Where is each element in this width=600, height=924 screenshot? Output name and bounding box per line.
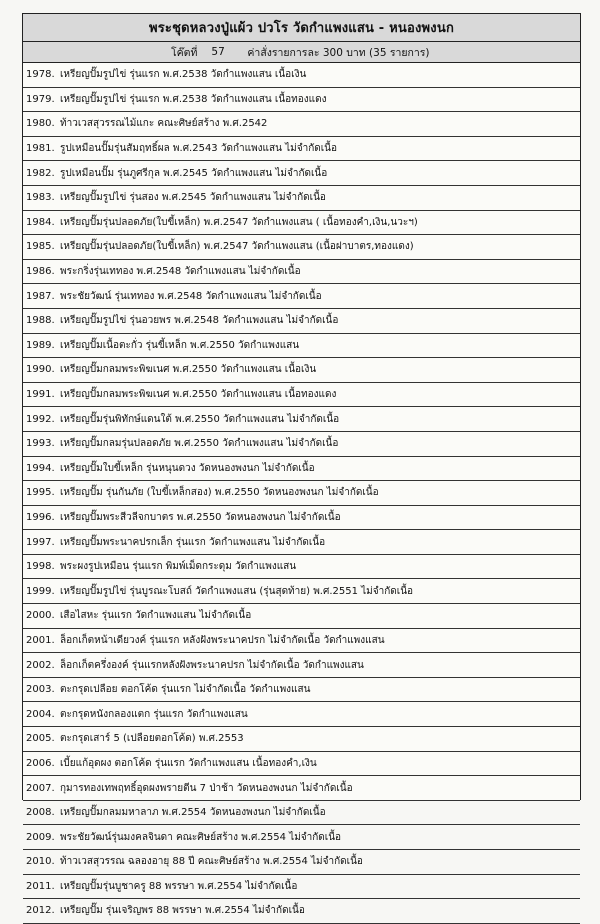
item-description: รูปเหมือนปั๊มรุ่นสัมฤทธิ์ผล พ.ศ.2543 วัดกำแพงแสน ไม่จำกัดเนื้อ bbox=[60, 143, 338, 155]
item-number: 2002. bbox=[26, 659, 55, 671]
table-row bbox=[23, 850, 580, 875]
table-title-row bbox=[23, 14, 580, 42]
item-number: 1991. bbox=[26, 389, 55, 401]
item-description: เหรียญปั๊มรูปไข่ รุ่นแรก พ.ศ.2538 วัดกำแพงแสน เนื้อทองแดง bbox=[60, 93, 327, 105]
item-number: 2003. bbox=[26, 684, 55, 696]
code-label: โค๊ตที่ bbox=[171, 46, 198, 59]
item-description: เหรียญปั๊มพระสีวลีจกบาตร พ.ศ.2550 วัดหนองพงนก ไม่จำกัดเนื้อ bbox=[60, 511, 341, 523]
item-description: เหรียญปั๊มรุ่นปลอดภัย(ใบขี้เหล็ก) พ.ศ.2547 วัดกำแพงแสน ( เนื้อทองคำ,เงิน,นวะฯ) bbox=[60, 216, 418, 228]
table-row bbox=[23, 137, 580, 162]
item-number: 1980. bbox=[26, 118, 55, 130]
item-number: 1986. bbox=[26, 266, 55, 278]
item-number: 1982. bbox=[26, 167, 55, 179]
table-row bbox=[23, 678, 580, 703]
item-number: 1983. bbox=[26, 192, 55, 204]
table-row bbox=[23, 161, 580, 186]
table-row bbox=[23, 358, 580, 383]
table-row bbox=[23, 530, 580, 555]
table-row bbox=[23, 555, 580, 580]
item-description: เหรียญปั๊มพระนาคปรกเล็ก รุ่นแรก วัดกำแพงแสน ไม่จำกัดเนื้อ bbox=[60, 536, 326, 548]
item-description: เหรียญปั๊มรูปไข่ รุ่นบูรณะโบสถ์ วัดกำแพงแสน (รุ่นสุดท้าย) พ.ศ.2551 ไม่จำกัดเนื้อ bbox=[60, 585, 414, 597]
table-row bbox=[23, 383, 580, 408]
table-row bbox=[23, 702, 580, 727]
item-description: ล็อกเก็ตหน้าเดียวงค์ รุ่นแรก หลังฝังพระนาคปรก ไม่จำกัดเนื้อ วัดกำแพงแสน bbox=[60, 634, 385, 646]
table-row bbox=[23, 432, 580, 457]
item-number: 1996. bbox=[26, 511, 55, 523]
item-description: เหรียญปั๊มรูปไข่ รุ่นสอง พ.ศ.2545 วัดกำแพงแสน ไม่จำกัดเนื้อ bbox=[60, 192, 326, 204]
table-row bbox=[23, 309, 580, 334]
item-description: เหรียญปั๊มใบขี้เหล็ก รุ่นหนุนดวง วัดหนองพงนก ไม่จำกัดเนื้อ bbox=[60, 462, 315, 474]
table-row bbox=[23, 579, 580, 604]
item-number: 2007. bbox=[26, 782, 55, 794]
item-description: พระชัยวัฒน์รุ่นมงคลจินดา คณะศิษย์สร้าง พ.ศ.2554 ไม่จำกัดเนื้อ bbox=[60, 831, 342, 843]
item-number: 1992. bbox=[26, 413, 55, 425]
table-row bbox=[23, 899, 580, 924]
item-number: 2010. bbox=[26, 856, 55, 868]
table-row bbox=[23, 260, 580, 285]
table-row bbox=[23, 235, 580, 260]
price-text: ค่าสั่งรายการละ 300 บาท (35 รายการ) bbox=[247, 46, 430, 59]
code-number: 57 bbox=[211, 46, 225, 58]
item-number: 2006. bbox=[26, 757, 55, 769]
item-description: เหรียญปั๊มรุ่นพิทักษ์แดนใต้ พ.ศ.2550 วัดกำแพงแสน ไม่จำกัดเนื้อ bbox=[60, 413, 340, 425]
table-row bbox=[23, 727, 580, 752]
item-number: 1978. bbox=[26, 69, 55, 81]
item-description: เหรียญปั๊ม รุ่นกันภัย (ใบขี้เหล็กสอง) พ.ศ.2550 วัดหนองพงนก ไม่จำกัดเนื้อ bbox=[60, 487, 379, 499]
table-row bbox=[23, 63, 580, 88]
item-description: เหรียญปั๊มเนื้อตะกั่ว รุ่นขี้เหล็ก พ.ศ.2550 วัดกำแพงแสน bbox=[60, 339, 300, 351]
item-description: เหรียญปั๊มกลมรุ่นปลอดภัย พ.ศ.2550 วัดกำแพงแสน ไม่จำกัดเนื้อ bbox=[60, 438, 339, 450]
item-description: ท้าวเวสสุวรรณไม้แกะ คณะศิษย์สร้าง พ.ศ.2542 bbox=[60, 118, 268, 130]
item-description: เหรียญปั๊มรุ่นบูชาครู 88 พรรษา พ.ศ.2554 ไม่จำกัดเนื้อ bbox=[60, 880, 298, 892]
table-row bbox=[23, 629, 580, 654]
table-row bbox=[23, 825, 580, 850]
item-number: 2009. bbox=[26, 831, 55, 843]
item-number: 2011. bbox=[26, 880, 55, 892]
item-number: 1994. bbox=[26, 462, 55, 474]
item-description: เหรียญปั๊มกลมมหาลาภ พ.ศ.2554 วัดหนองพงนก ไม่จำกัดเนื้อ bbox=[60, 807, 326, 819]
table-title: พระชุดหลวงปู่แผ้ว ปวโร วัดกำแพงแสน - หนองพงนก bbox=[148, 21, 455, 36]
item-number: 2008. bbox=[26, 807, 55, 819]
item-number: 1987. bbox=[26, 290, 55, 302]
item-description: รูปเหมือนปั๊ม รุ่นภูศรีกุล พ.ศ.2545 วัดกำแพงแสน ไม่จำกัดเนื้อ bbox=[60, 167, 328, 179]
item-description: ตะกรุดหนังกลองแตก รุ่นแรก วัดกำแพงแสน bbox=[60, 708, 248, 720]
code-price-row bbox=[23, 42, 580, 63]
table-row bbox=[23, 653, 580, 678]
item-description: เบี้ยแก้อุดผง ตอกโค้ด รุ่นแรก วัดกำแพงแสน เนื้อทองคำ,เงิน bbox=[60, 757, 317, 769]
item-number: 1990. bbox=[26, 364, 55, 376]
item-number: 2004. bbox=[26, 708, 55, 720]
item-description: กุมารทองเทพฤทธิ์อุดผงพรายตีน 7 ป่าช้า วัดหนองพงนก ไม่จำกัดเนื้อ bbox=[60, 782, 353, 794]
item-number: 1999. bbox=[26, 585, 55, 597]
table-row bbox=[23, 506, 580, 531]
table-row bbox=[23, 776, 580, 801]
item-number: 1981. bbox=[26, 143, 55, 155]
table-row bbox=[23, 875, 580, 900]
item-number: 1993. bbox=[26, 438, 55, 450]
table-row bbox=[23, 457, 580, 482]
table-row bbox=[23, 112, 580, 137]
item-number: 1995. bbox=[26, 487, 55, 499]
item-number: 2001. bbox=[26, 634, 55, 646]
item-number: 1989. bbox=[26, 339, 55, 351]
item-rows bbox=[23, 63, 580, 924]
item-description: พระผงรูปเหมือน รุ่นแรก พิมพ์เม็ดกระดุม วัดกำแพงแสน bbox=[60, 561, 297, 573]
table-row bbox=[23, 407, 580, 432]
item-description: ท้าวเวสสุวรรณ ฉลองอายุ 88 ปี คณะศิษย์สร้าง พ.ศ.2554 ไม่จำกัดเนื้อ bbox=[60, 856, 363, 868]
item-description: ตะกรุดเปลือย ตอกโค้ด รุ่นแรก ไม่จำกัดเนื้อ วัดกำแพงแสน bbox=[60, 684, 311, 696]
table-row bbox=[23, 801, 580, 826]
item-description: ล็อกเก็ตครึ่งองค์ รุ่นแรกหลังฝังพระนาคปรก ไม่จำกัดเนื้อ วัดกำแพงแสน bbox=[60, 659, 364, 671]
table-row bbox=[23, 481, 580, 506]
item-number: 2012. bbox=[26, 905, 55, 917]
item-number: 1988. bbox=[26, 315, 55, 327]
item-description: ตะกรุดเสาร์ 5 (เปลือยตอกโค้ด) พ.ศ.2553 bbox=[60, 733, 244, 745]
item-description: พระกริ่งรุ่นเททอง พ.ศ.2548 วัดกำแพงแสน ไม่จำกัดเนื้อ bbox=[60, 266, 301, 278]
item-description: เหรียญปั๊มรูปไข่ รุ่นอวยพร พ.ศ.2548 วัดกำแพงแสน ไม่จำกัดเนื้อ bbox=[60, 315, 339, 327]
item-description: เหรียญปั๊มรูปไข่ รุ่นแรก พ.ศ.2538 วัดกำแพงแสน เนื้อเงิน bbox=[60, 69, 307, 81]
table-row bbox=[23, 604, 580, 629]
table-row bbox=[23, 211, 580, 236]
table-row bbox=[23, 284, 580, 309]
item-description: พระชัยวัฒน์ รุ่นเททอง พ.ศ.2548 วัดกำแพงแสน ไม่จำกัดเนื้อ bbox=[60, 290, 322, 302]
item-number: 1979. bbox=[26, 93, 55, 105]
item-number: 2005. bbox=[26, 733, 55, 745]
item-number: 1998. bbox=[26, 561, 55, 573]
item-description: เหรียญปั๊ม รุ่นเจริญพร 88 พรรษา พ.ศ.2554 ไม่จำกัดเนื้อ bbox=[60, 905, 305, 917]
item-description: เหรียญปั๊มกลมพระพิฆเนศ พ.ศ.2550 วัดกำแพงแสน เนื้อทองแดง bbox=[60, 389, 337, 401]
item-number: 1985. bbox=[26, 241, 55, 253]
price-list-table bbox=[22, 13, 581, 917]
table-row bbox=[23, 334, 580, 359]
item-number: 1984. bbox=[26, 216, 55, 228]
table-row bbox=[23, 88, 580, 113]
item-description: เสือไสหะ รุ่นแรก วัดกำแพงแสน ไม่จำกัดเนื้อ bbox=[60, 610, 252, 622]
table-row bbox=[23, 752, 580, 777]
item-description: เหรียญปั๊มรุ่นปลอดภัย(ใบขี้เหล็ก) พ.ศ.2547 วัดกำแพงแสน (เนื้อฝาบาตร,ทองแดง) bbox=[60, 241, 414, 253]
item-description: เหรียญปั๊มกลมพระพิฆเนศ พ.ศ.2550 วัดกำแพงแสน เนื้อเงิน bbox=[60, 364, 317, 376]
item-number: 1997. bbox=[26, 536, 55, 548]
item-number: 2000. bbox=[26, 610, 55, 622]
table-row bbox=[23, 186, 580, 211]
